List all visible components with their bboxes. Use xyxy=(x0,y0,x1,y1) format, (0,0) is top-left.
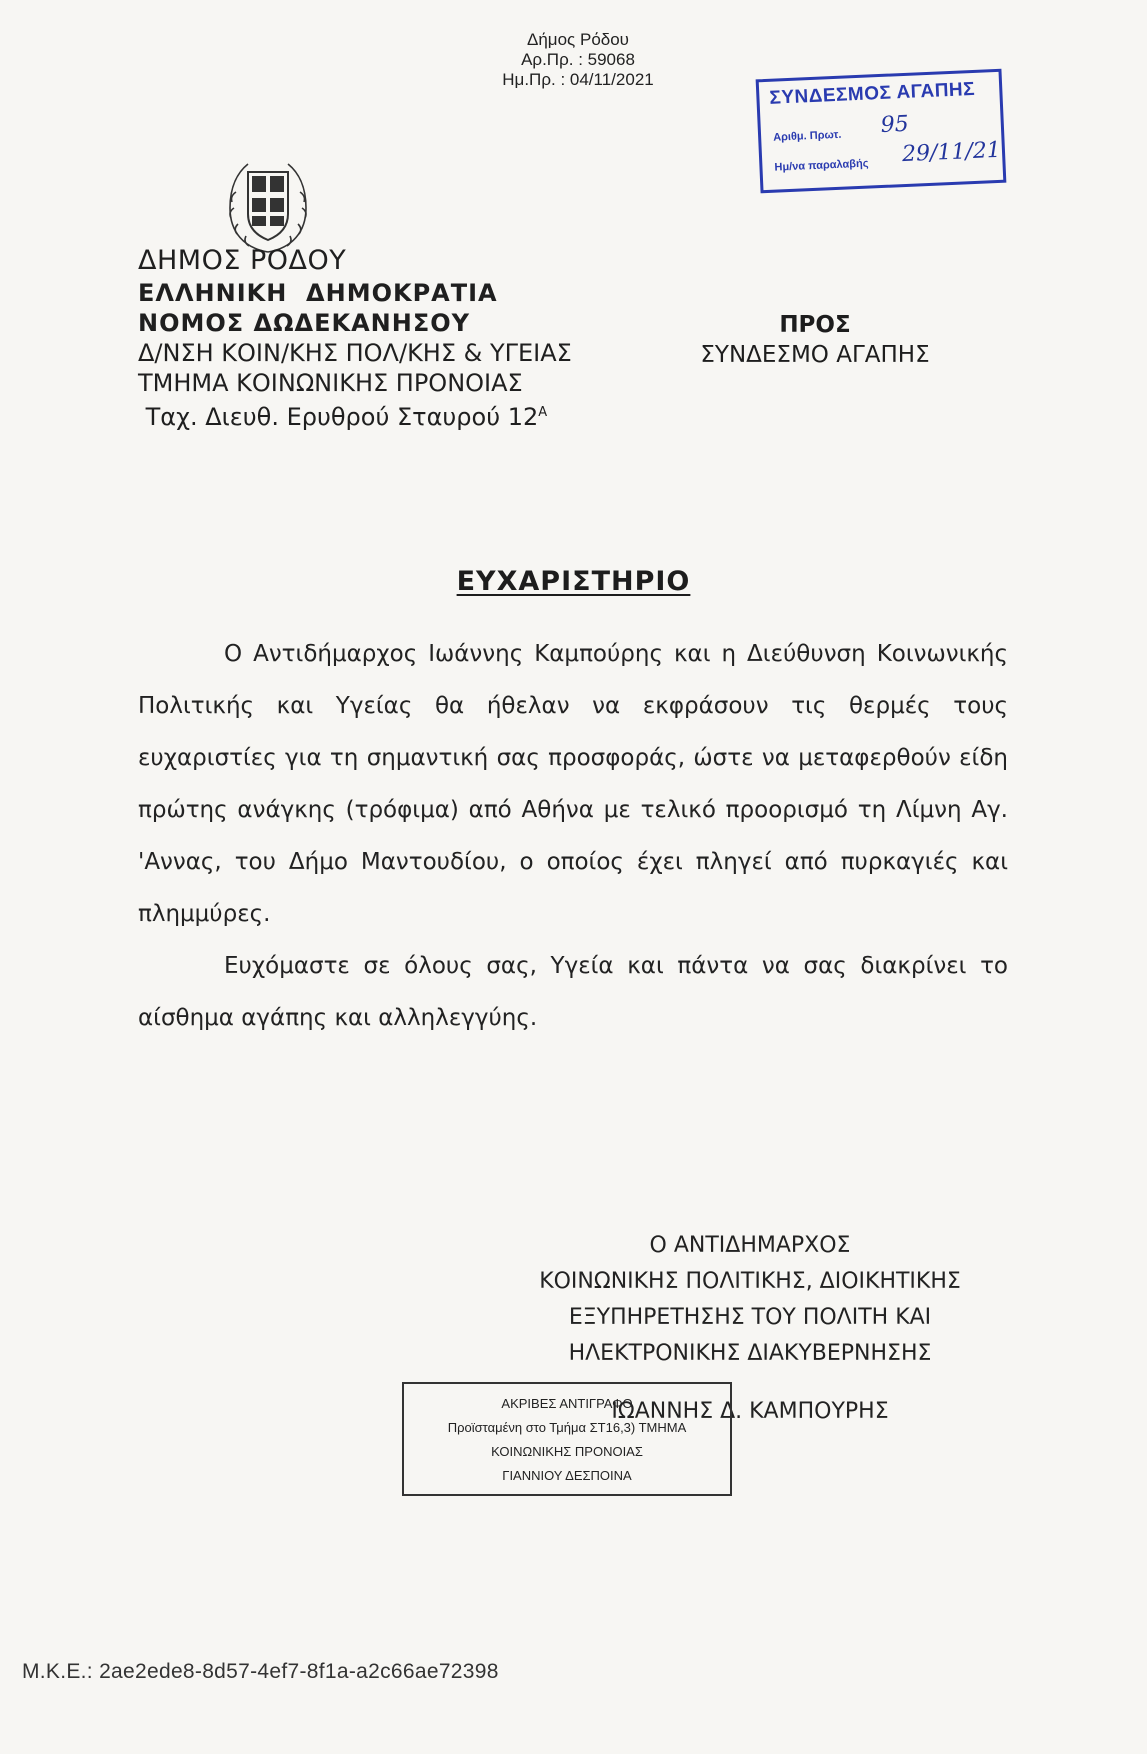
signature-role-3: ΗΛΕΚΤΡΟΝΙΚΗΣ ΔΙΑΚΥΒΕΡΝΗΣΗΣ xyxy=(568,1341,932,1366)
stamp-title: ΣΥΝΔΕΣΜΟΣ ΑΓΑΠΗΣ xyxy=(769,78,976,109)
sender-republic: ΕΛΛΗΝΙΚΗ ΔΗΜΟΚΡΑΤΙΑ xyxy=(138,279,498,307)
mke-identifier: Μ.Κ.Ε.: 2ae2ede8-8d57-4ef7-8f1a-a2c66ae72398 xyxy=(22,1660,499,1683)
signature-name: ΙΩΑΝΝΗΣ Δ. ΚΑΜΠΟΥΡΗΣ xyxy=(611,1399,889,1424)
sender-address-sup: Α xyxy=(538,405,548,420)
sender-directorate: Δ/ΝΣΗ ΚΟΙΝ/ΚΗΣ ΠΟΛ/ΚΗΣ & ΥΓΕΙΑΣ xyxy=(138,339,572,367)
registration-municipality: Δήμος Ρόδου xyxy=(527,30,629,49)
recipient-name: ΣΥΝΔΕΣΜΟ ΑΓΑΠΗΣ xyxy=(700,342,930,368)
recipient-block xyxy=(690,310,940,370)
greek-coat-of-arms-icon xyxy=(224,152,312,256)
signature-title: Ο ΑΝΤΙΔΗΜΑΡΧΟΣ xyxy=(649,1233,851,1258)
stamp-protocol-label: Αριθμ. Πρωτ. xyxy=(772,128,842,144)
registration-block xyxy=(478,30,678,90)
received-stamp xyxy=(756,69,1007,194)
copy-department: ΚΟΙΝΩΝΙΚΗΣ ΠΡΟΝΟΙΑΣ xyxy=(491,1444,643,1459)
sender-municipality: ΔΗΜΟΣ ΡΟΔΟΥ xyxy=(138,245,347,276)
copy-title: ΑΚΡΙΒΕΣ ΑΝΤΙΓΡΑΦΟ xyxy=(501,1396,633,1411)
document-title xyxy=(0,566,1147,597)
sender-address xyxy=(138,398,572,432)
body-paragraph-2: Ευχόμαστε σε όλους σας, Υγεία και πάντα να σας διακρίνει το αίσθημα αγάπης και αλληλεγγύης. xyxy=(138,953,1008,1031)
copy-name: ΓΙΑΝΝΙΟΥ ΔΕΣΠΟΙΝΑ xyxy=(502,1468,632,1483)
stamp-protocol-value: 95 xyxy=(880,111,910,138)
sender-block xyxy=(138,244,572,432)
sender-prefecture: ΝΟΜΟΣ ΔΩΔΕΚΑΝΗΣΟΥ xyxy=(138,309,470,337)
signature-role-2: ΕΞΥΠΗΡΕΤΗΣΗΣ ΤΟΥ ΠΟΛΙΤΗ ΚΑΙ xyxy=(568,1305,932,1330)
sender-department: ΤΜΗΜΑ ΚΟΙΝΩΝΙΚΗΣ ΠΡΟΝΟΙΑΣ xyxy=(138,369,523,397)
body-paragraph-1: Ο Αντιδήμαρχος Ιωάννης Καμπούρης και η Διεύθυνση Κοινωνικής Πολιτικής και Υγείας θα ήθελαν να εκφράσουν τις θερμές τους ευχαριστίες για τη σημαντική σας προσφοράς, ώστε να μεταφερθούν είδη πρώτης ανάγκης (τρόφιμα) από Αθήνα με τελικό προορισμό τη Λίμνη Αγ. 'Αννας, του Δήμο Μαντουδίου, ο οποίος έχει πληγεί από πυρκαγιές και πλημμύρες. xyxy=(138,641,1008,927)
stamp-date-label: Ημ/να παραλαβής xyxy=(774,157,869,174)
signature-role-1: ΚΟΙΝΩΝΙΚΗΣ ΠΟΛΙΤΙΚΗΣ, ΔΙΟΙΚΗΤΙΚΗΣ xyxy=(539,1269,961,1294)
certified-copy-box xyxy=(402,1382,732,1496)
copy-role: Προϊσταμένη στο Τμήμα ΣΤ16,3) ΤΜΗΜΑ xyxy=(447,1420,687,1435)
sender-address-text: Ταχ. Διευθ. Ερυθρού Σταυρού 12 xyxy=(145,403,539,431)
registration-protocol-date: Ημ.Πρ. : 04/11/2021 xyxy=(502,70,654,89)
stamp-date-value: 29/11/21 xyxy=(901,137,1002,168)
letter-body xyxy=(138,628,1008,1044)
recipient-label: ΠΡΟΣ xyxy=(779,312,851,338)
document-title-text: ΕΥΧΑΡΙΣΤΗΡΙΟ xyxy=(456,566,691,597)
registration-protocol-number: Αρ.Πρ. : 59068 xyxy=(521,50,635,69)
